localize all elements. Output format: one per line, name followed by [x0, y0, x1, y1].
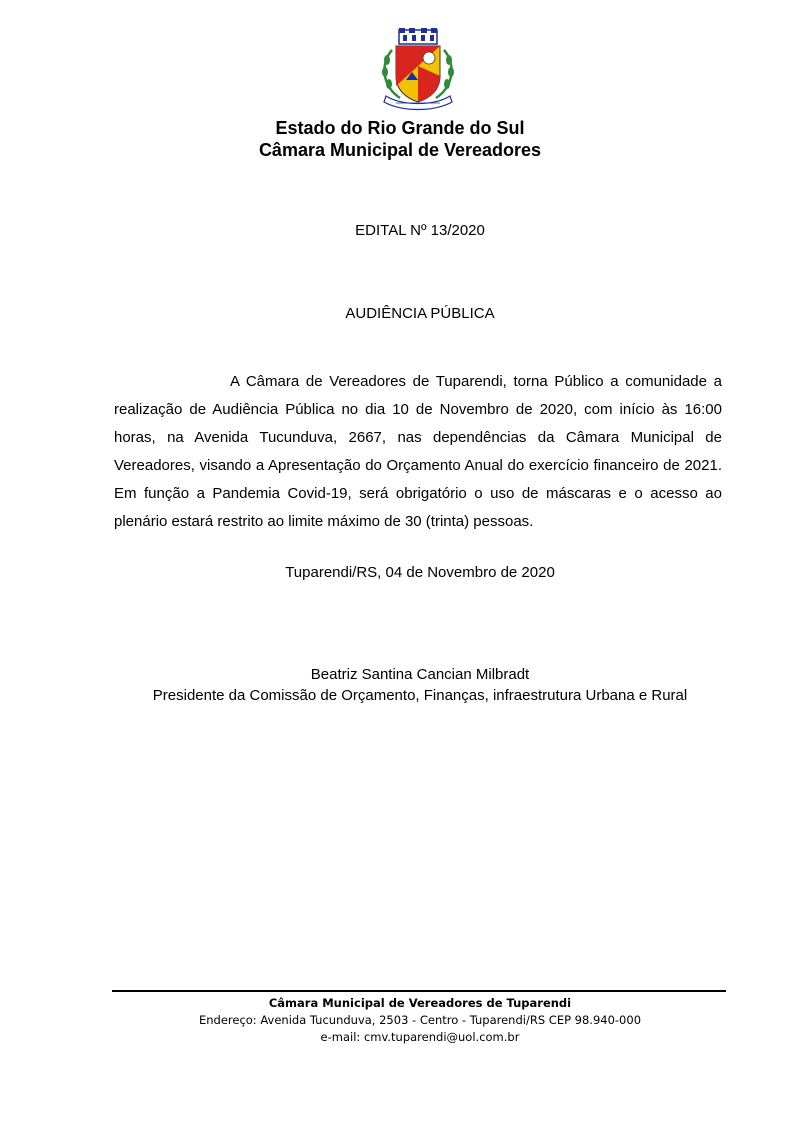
footer — [0, 995, 800, 1046]
body-paragraph: A Câmara de Vereadores de Tuparendi, torna Público a comunidade a realização de Audiência Pública no dia 10 de Novembro de 2020, com início às 16:00 horas, na Avenida Tucunduva, 2667, nas dependências da Câmara Municipal de Vereadores, visando a Apresentação do Orçamento Anual do exercício financeiro de 2021. Em função a Pandemia Covid-19, será obrigatório o uso de máscaras e o acesso ao plenário estará restrito ao limite máximo de 30 (trinta) pessoas. — [114, 373, 722, 530]
footer-institution: Câmara Municipal de Vereadores de Tuparendi — [268, 996, 572, 1010]
mural-crown — [399, 28, 437, 44]
municipal-coat-of-arms-icon — [372, 26, 464, 112]
signatory-name: Beatriz Santina Cancian Milbradt — [310, 666, 530, 683]
chamber-name: Câmara Municipal de Vereadores — [258, 140, 542, 160]
footer-email: e-mail: cmv.tuparendi@uol.com.br — [320, 1030, 520, 1044]
footer-divider — [112, 990, 726, 992]
shield — [396, 46, 440, 102]
signatory-role: Presidente da Comissão de Orçamento, Finanças, infraestrutura Urbana e Rural — [152, 687, 688, 704]
edital-number: EDITAL Nº 13/2020 — [355, 222, 485, 239]
edital-subject: AUDIÊNCIA PÚBLICA — [345, 305, 495, 322]
document-header — [0, 117, 800, 161]
footer-address: Endereço: Avenida Tucunduva, 2503 - Centro - Tuparendi/RS CEP 98.940-000 — [198, 1013, 642, 1027]
place-and-date: Tuparendi/RS, 04 de Novembro de 2020 — [285, 564, 555, 581]
state-name: Estado do Rio Grande do Sul — [275, 118, 525, 138]
signature-block — [0, 664, 800, 706]
